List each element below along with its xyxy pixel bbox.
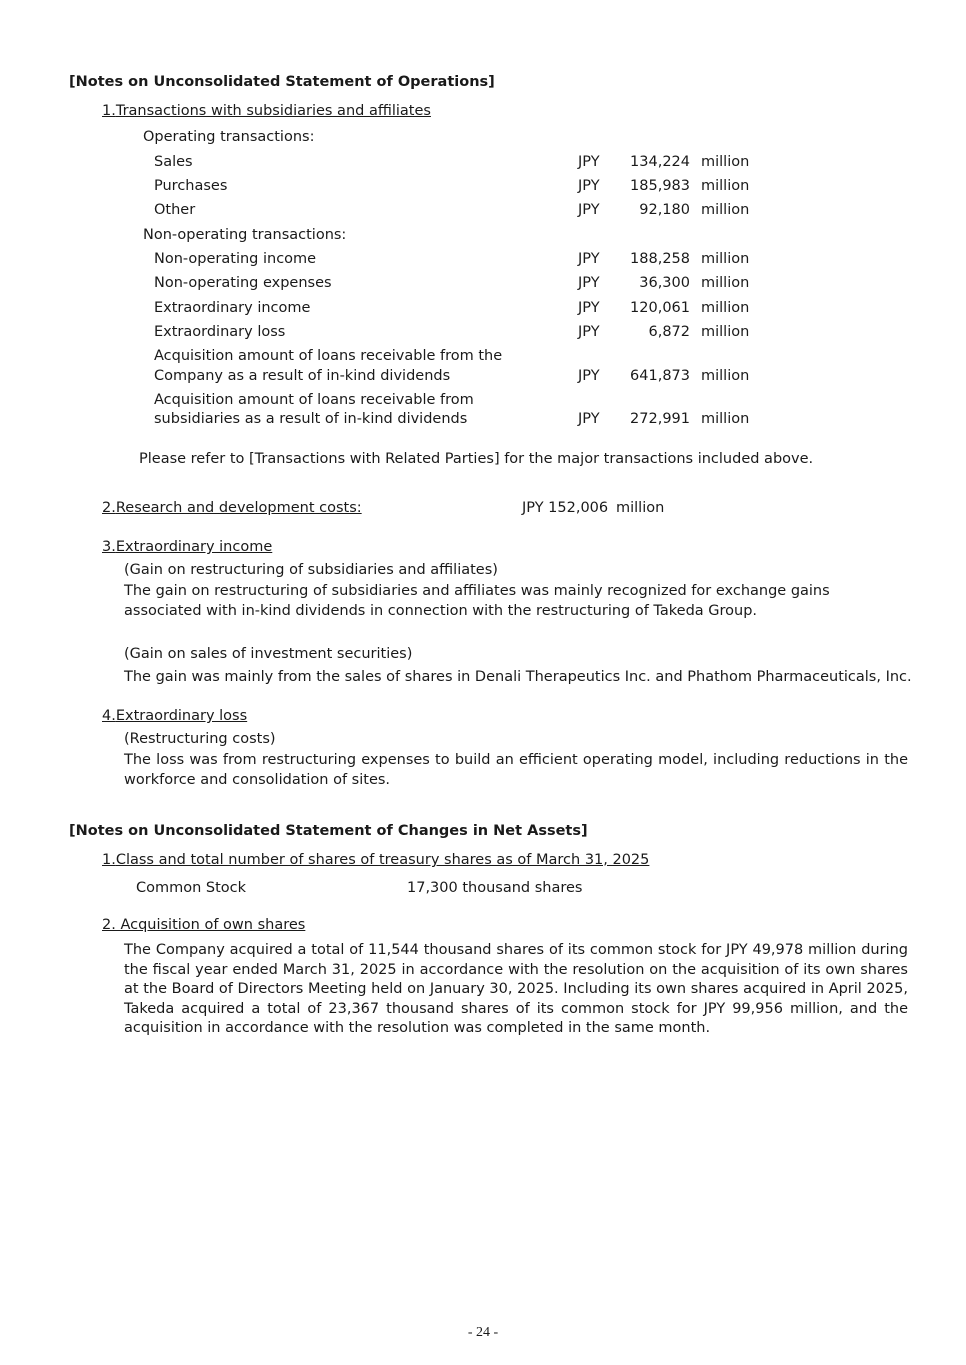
section-3-subheading-1: (Gain on restructuring of subsidiaries and affiliates) bbox=[124, 562, 498, 578]
share-class: Common Stock bbox=[136, 880, 247, 896]
row-amount: 185,983 bbox=[630, 178, 690, 194]
section-1-title: 1.Transactions with subsidiaries and affiliates bbox=[102, 103, 431, 119]
row-label: Sales bbox=[154, 154, 193, 170]
section-3-paragraph-1: The gain on restructuring of subsidiaries and affiliates was mainly recognized for exchange gains associated with in-kind dividends in connection with the restructuring of Takeda Group. bbox=[124, 583, 830, 619]
row-label-line1: Acquisition amount of loans receivable from bbox=[154, 392, 474, 408]
row-label: Non-operating income bbox=[154, 251, 317, 267]
page-number: - 24 - bbox=[467, 1325, 499, 1340]
section-4-subheading: (Restructuring costs) bbox=[124, 731, 276, 747]
row-unit: million bbox=[701, 275, 750, 291]
row-currency: JPY bbox=[578, 324, 600, 340]
row-label: Purchases bbox=[154, 178, 228, 194]
row-currency: JPY bbox=[578, 368, 600, 384]
row-currency: JPY bbox=[578, 411, 600, 427]
row-currency: JPY bbox=[578, 202, 600, 218]
row-label: Other bbox=[154, 202, 196, 218]
row-label-line1: Acquisition amount of loans receivable from the bbox=[154, 348, 503, 364]
row-currency: JPY bbox=[578, 251, 600, 267]
row-currency: JPY bbox=[578, 178, 600, 194]
row-amount: 6,872 bbox=[648, 324, 690, 340]
section-2-title: 2.Research and development costs: bbox=[102, 500, 362, 516]
row-label-line2: subsidiaries as a result of in-kind dividends bbox=[154, 411, 468, 427]
section-3-title: 3.Extraordinary income bbox=[102, 539, 273, 555]
row-currency: JPY bbox=[578, 275, 600, 291]
ops-notes-heading: [Notes on Unconsolidated Statement of Operations] bbox=[69, 74, 495, 90]
row-unit: million bbox=[701, 300, 750, 316]
row-label: Non-operating expenses bbox=[154, 275, 332, 291]
row-amount: 272,991 bbox=[630, 411, 690, 427]
section-4-paragraph: The loss was from restructuring expenses to build an efficient operating model, including reductions in the workforce and consolidation of sites. bbox=[124, 752, 908, 788]
own-shares-title: 2. Acquisition of own shares bbox=[102, 917, 306, 933]
nonoperating-transactions-label: Non-operating transactions: bbox=[143, 227, 347, 243]
row-unit: million bbox=[701, 411, 750, 427]
own-shares-paragraph: The Company acquired a total of 11,544 thousand shares of its common stock for JPY 49,978 million during the fiscal year ended March 31, 2025 in accordance with the resolution on the acquisition of its own shares at the Board of Directors Meeting held on January 30, 2025. Including its own shares acquired in April 2025, Takeda acquired a total of 23,367 thousand shares of its common stock for JPY 99,956 million, and the acquisition in accordance with the resolution was completed in the same month. bbox=[124, 942, 908, 1037]
row-unit: million bbox=[701, 154, 750, 170]
row-unit: million bbox=[701, 368, 750, 384]
section-3-subheading-2: (Gain on sales of investment securities) bbox=[124, 646, 413, 662]
row-amount: 641,873 bbox=[630, 368, 690, 384]
treasury-shares-title: 1.Class and total number of shares of treasury shares as of March 31, 2025 bbox=[102, 852, 650, 868]
row-amount: 134,224 bbox=[630, 154, 690, 170]
rd-costs-unit: million bbox=[616, 500, 665, 516]
row-amount: 36,300 bbox=[639, 275, 690, 291]
section-3-paragraph-2: The gain was mainly from the sales of shares in Denali Therapeutics Inc. and Phathom Pharmaceuticals, Inc. bbox=[124, 669, 912, 685]
row-label-line2: Company as a result of in-kind dividends bbox=[154, 368, 451, 384]
row-amount: 92,180 bbox=[639, 202, 690, 218]
row-unit: million bbox=[701, 178, 750, 194]
operating-transactions-label: Operating transactions: bbox=[143, 129, 315, 145]
row-currency: JPY bbox=[578, 154, 600, 170]
treasury-shares-value: 17,300 thousand shares bbox=[407, 880, 583, 896]
row-unit: million bbox=[701, 202, 750, 218]
rd-costs-value: JPY 152,006 bbox=[522, 500, 609, 516]
row-amount: 120,061 bbox=[630, 300, 690, 316]
row-currency: JPY bbox=[578, 300, 600, 316]
row-label: Extraordinary income bbox=[154, 300, 311, 316]
equity-notes-heading: [Notes on Unconsolidated Statement of Changes in Net Assets] bbox=[69, 823, 588, 839]
row-unit: million bbox=[701, 324, 750, 340]
row-amount: 188,258 bbox=[630, 251, 690, 267]
related-parties-note: Please refer to [Transactions with Related Parties] for the major transactions included above. bbox=[139, 451, 814, 467]
section-4-title: 4.Extraordinary loss bbox=[102, 708, 248, 724]
row-label: Extraordinary loss bbox=[154, 324, 286, 340]
row-unit: million bbox=[701, 251, 750, 267]
